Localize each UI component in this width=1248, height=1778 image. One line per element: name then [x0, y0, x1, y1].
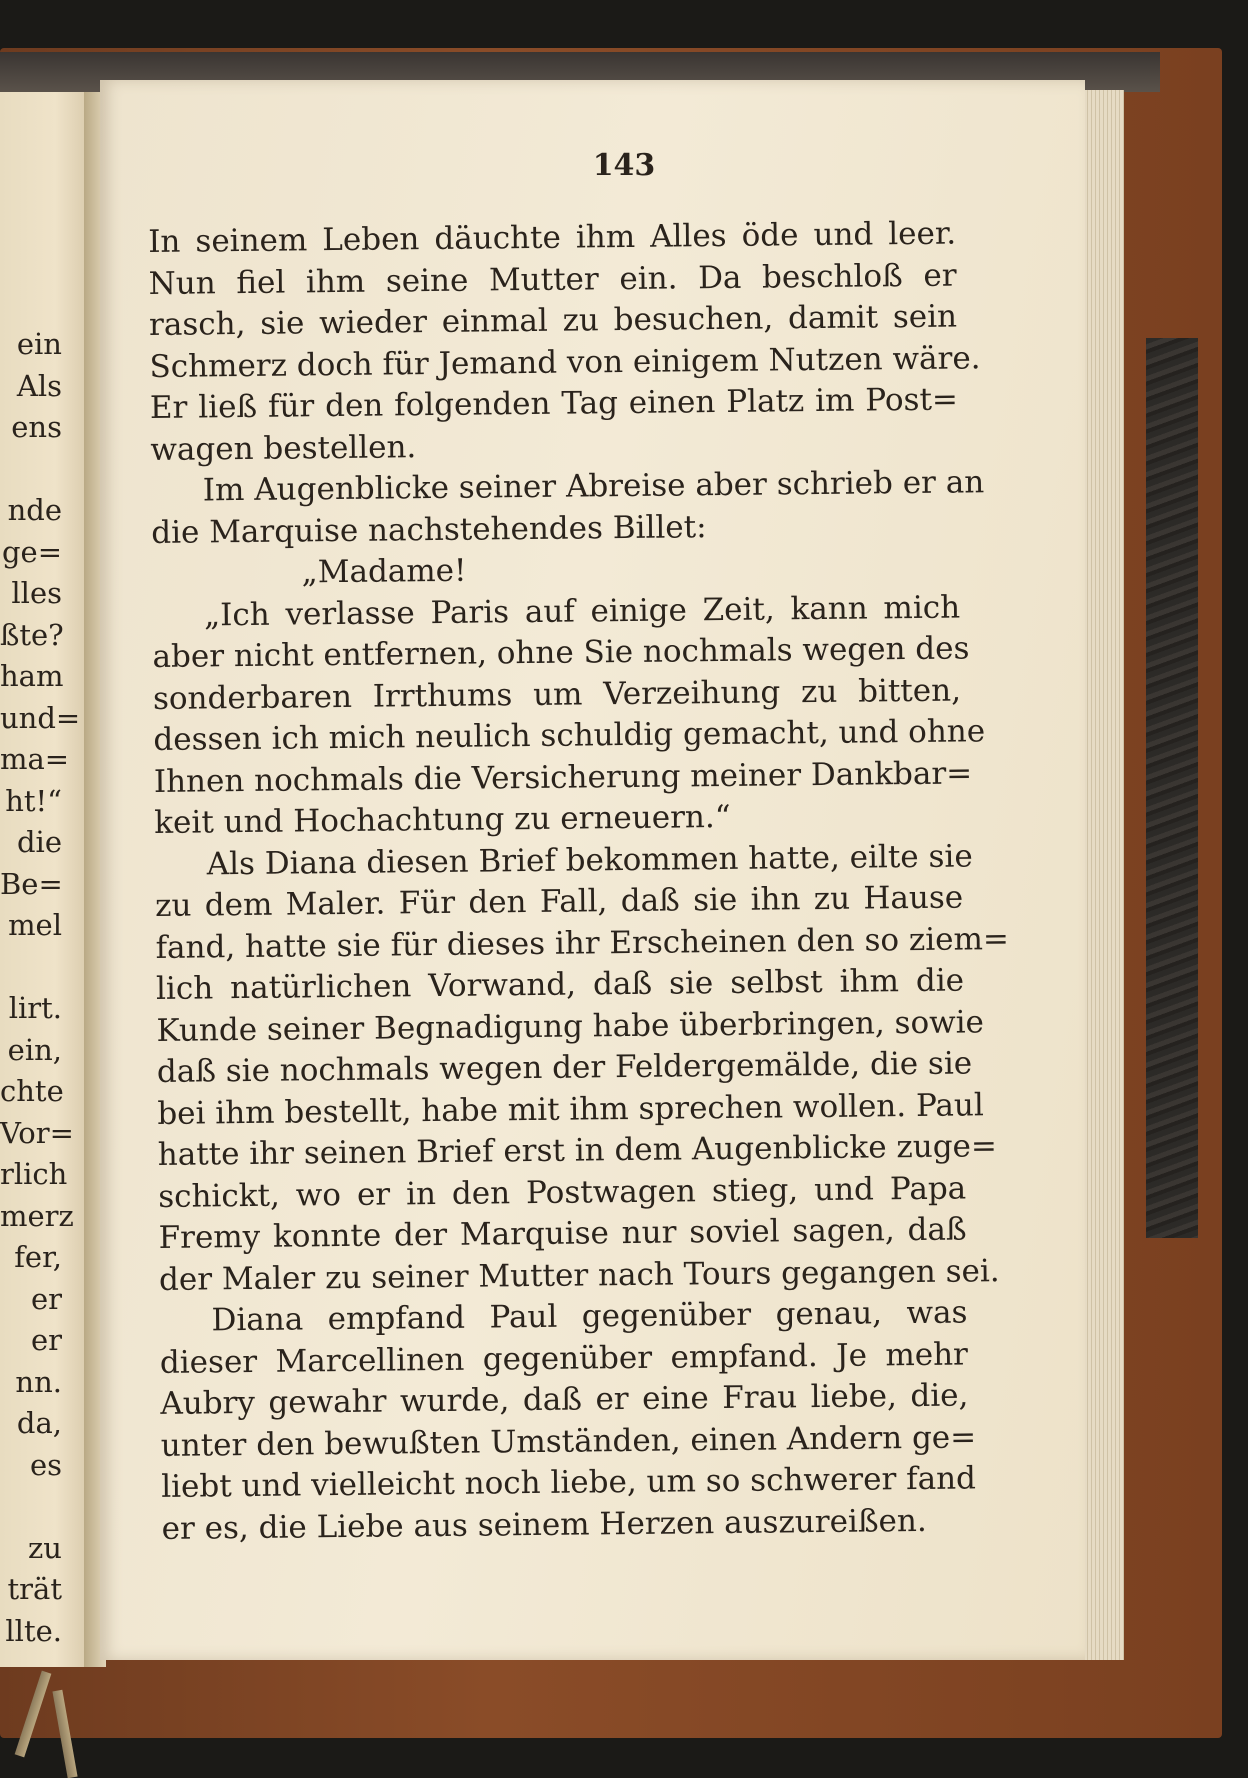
text-line: dieser Marcellinen gegenüber empfand. Je mehr: [159, 1335, 969, 1381]
left-page: [0, 92, 92, 1667]
text-line: schickt, wo er in den Postwagen stieg, und Papa: [158, 1169, 967, 1215]
text-line: er es, die Liebe aus seinem Herzen auszureißen.: [161, 1502, 927, 1547]
left-line: ein,: [7, 1032, 62, 1067]
left-line: ham: [0, 659, 64, 693]
left-line: er: [30, 1281, 62, 1316]
text-line: Als Diana diesen Brief bekommen hatte, eilte sie: [206, 837, 973, 882]
text-line: wagen bestellen.: [150, 428, 417, 468]
text-line: keit und Hochachtung zu erneuern.“: [154, 798, 731, 841]
text-line: In seinem Leben däuchte ihm Alles öde und leer.: [148, 215, 957, 260]
left-line: er: [30, 1323, 62, 1357]
text-line: zu dem Maler. Für den Fall, daß sie ihn zu Hause: [154, 879, 964, 924]
left-line: ens: [11, 410, 62, 444]
left-line: merz: [0, 1198, 74, 1233]
text-line: sonderbaren Irrthums um Verzeihung zu bitten,: [152, 672, 962, 717]
page-edges: [1080, 90, 1124, 1660]
left-line: ßte?: [0, 617, 64, 652]
left-line: zu: [28, 1530, 62, 1565]
text-line: „Madame!: [301, 552, 467, 591]
left-line: ge=: [1, 534, 62, 569]
text-line: aber nicht entfernen, ohne Sie nochmals wegen des: [152, 630, 970, 675]
text-line: Im Augenblicke seiner Abreise aber schrieb er an: [202, 464, 985, 509]
body-text: [148, 214, 1010, 1550]
left-line: ein: [16, 327, 62, 361]
text-line: dessen ich mich neulich schuldig gemacht, und ohne: [153, 713, 986, 758]
left-line: nn.: [15, 1364, 62, 1399]
left-line: [0, 449, 62, 491]
text-line: daß sie nochmals wegen der Feldergemälde, die sie: [156, 1045, 973, 1090]
left-line: mel: [8, 908, 62, 942]
text-line: liebt und vielleicht noch liebe, um so schwerer fand: [161, 1460, 977, 1505]
text-line: Ihnen nochmals die Versicherung meiner Dankbar=: [153, 754, 973, 800]
left-line: trät: [7, 1572, 62, 1606]
left-line: Als: [16, 368, 62, 403]
text-line: Kunde seiner Begnadigung habe überbringen, sowie: [156, 1003, 985, 1049]
left-line: lirt.: [8, 991, 62, 1025]
text-line: Er ließ für den folgenden Tag einen Platz im Post=: [149, 381, 959, 426]
left-line: Vor=: [0, 1115, 74, 1150]
text-line: Fremy konnte der Marquise nur soviel sagen, daß: [158, 1211, 967, 1256]
text-line: Schmerz doch für Jemand von einigem Nutzen wäre.: [149, 339, 981, 385]
text-line: Diana empfand Paul gegenüber genau, was: [211, 1294, 968, 1339]
left-line: [0, 1486, 62, 1528]
left-line: es: [29, 1447, 62, 1482]
text-line: unter den bewußten Umständen, einen Andern ge=: [160, 1418, 977, 1464]
left-line: lles: [11, 576, 62, 610]
left-line: nde: [7, 493, 62, 527]
text-line: Nun fiel ihm seine Mutter ein. Da beschloß er: [148, 257, 957, 302]
text-line: „Ich verlasse Paris auf einige Zeit, kann mich: [203, 589, 961, 633]
left-page-text: [0, 324, 81, 1652]
text-line: der Maler zu seiner Mutter nach Tours gegangen sei.: [158, 1252, 1000, 1298]
left-line: und=: [0, 700, 81, 735]
text-line: rasch, sie wieder einmal zu besuchen, damit sein: [148, 298, 958, 343]
text-line: lich natürlichen Vorwand, daß sie selbst ihm die: [155, 962, 965, 1007]
page-number: 143: [592, 148, 656, 183]
text-line: die Marquise nachstehendes Billet:: [151, 508, 707, 551]
left-line: chte: [0, 1074, 64, 1108]
left-line: fer,: [14, 1240, 62, 1274]
left-line: llte.: [5, 1613, 62, 1648]
left-line: da,: [16, 1406, 62, 1440]
text-line: bei ihm bestellt, habe mit ihm sprechen wollen. Paul: [157, 1086, 984, 1132]
left-line: ma=: [0, 742, 70, 776]
marbled-cover-edge: [1146, 338, 1198, 1238]
left-line: ht!“: [5, 783, 62, 818]
text-line: Aubry gewahr wurde, daß er eine Frau liebe, die,: [160, 1377, 969, 1422]
left-line: die: [16, 825, 62, 859]
left-line: [0, 947, 62, 989]
left-line: Be=: [0, 866, 63, 901]
left-line: rlich: [0, 1157, 68, 1191]
text-line: fand, hatte sie für dieses ihr Erscheinen den so ziem=: [155, 920, 1010, 966]
text-line: hatte ihr seinen Brief erst in dem Augenblicke zuge=: [157, 1128, 998, 1173]
